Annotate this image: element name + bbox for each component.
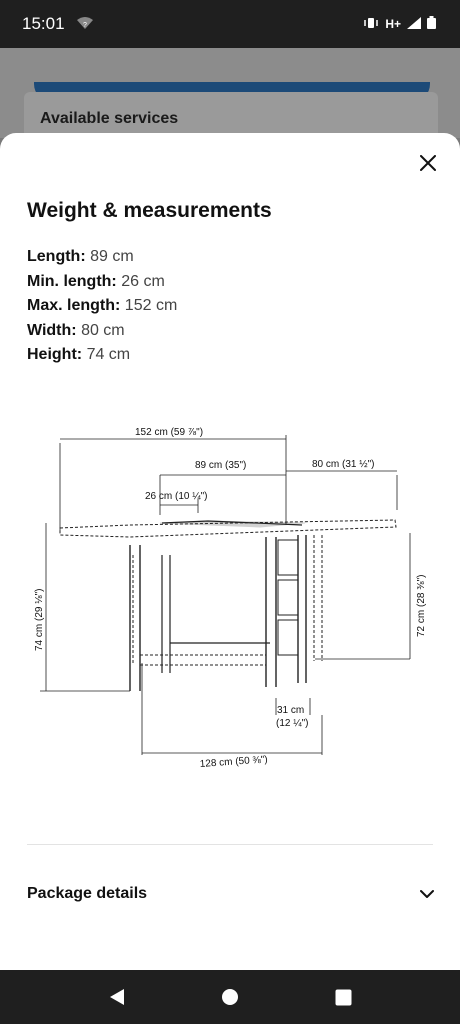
table-dimension-diagram [30, 415, 440, 775]
recents-icon [335, 989, 352, 1006]
dim-depth-top: 31 cm [277, 705, 305, 716]
dim-height: 74 cm (29 ⅛") [34, 588, 45, 651]
dim-leg-span: 128 cm (50 ⅜") [199, 754, 269, 770]
measurement-width: Width: 80 cm [27, 321, 125, 339]
navigation-bar [0, 970, 460, 1024]
recents-button[interactable] [328, 982, 358, 1012]
dim-inner-height: 72 cm (28 ⅜") [416, 574, 427, 637]
back-icon [108, 988, 126, 1006]
signal-icon [407, 17, 421, 32]
status-bar [0, 0, 460, 48]
close-icon [420, 155, 436, 171]
measurement-height: Height: 74 cm [27, 346, 131, 364]
divider [27, 844, 433, 845]
status-time: 15:01 [22, 14, 65, 33]
vibrate-icon [363, 17, 379, 32]
home-icon [221, 988, 239, 1006]
close-button[interactable] [414, 149, 442, 177]
measurement-list [27, 245, 177, 368]
svg-text:?: ? [82, 22, 87, 29]
dim-width: 80 cm (31 ½") [312, 459, 375, 470]
dim-max-length: 152 cm (59 ⅞") [135, 427, 204, 438]
sheet-title: Weight & measurements [27, 199, 272, 222]
dim-depth-bottom: (12 ¼") [276, 718, 309, 729]
measurement-length: Length: 89 cm [27, 248, 134, 265]
package-details-label: Package details [27, 885, 148, 902]
dim-length: 89 cm (35") [195, 460, 247, 471]
wifi-icon [77, 14, 93, 34]
measurement-min-length: Min. length: 26 cm [27, 272, 165, 290]
home-button[interactable] [215, 982, 245, 1012]
chevron-down-icon [420, 889, 434, 899]
measurement-max-length: Max. length: 152 cm [27, 297, 178, 315]
dim-min-length: 26 cm (10 ¼") [145, 491, 208, 502]
measurements-sheet [0, 133, 460, 970]
network-type: H+ [385, 17, 401, 31]
background-card-title: Available services [40, 110, 179, 127]
back-button[interactable] [102, 982, 132, 1012]
package-details-row[interactable] [27, 879, 434, 909]
battery-icon [427, 16, 436, 32]
